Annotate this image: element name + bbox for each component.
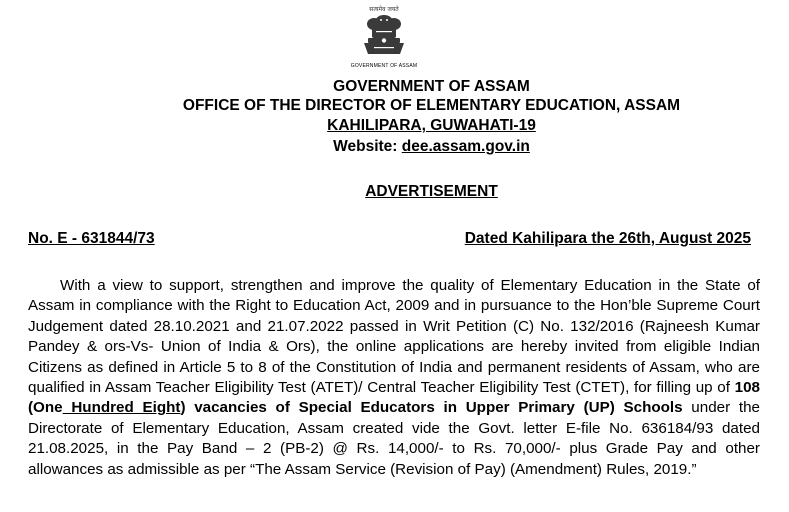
svg-text:सत्यमेव जयते: सत्यमेव जयते: [369, 6, 399, 13]
document-title: ADVERTISEMENT: [365, 183, 498, 200]
header-government: GOVERNMENT OF ASSAM: [333, 78, 530, 95]
header-address: KAHILIPARA, GUWAHATI-19: [327, 117, 536, 134]
advertisement-body: [28, 276, 760, 480]
header-office: OFFICE OF THE DIRECTOR OF ELEMENTARY EDUCATION, ASSAM: [182, 97, 681, 114]
body-text-1: With a view to support, strengthen and improve the quality of Elementary Education in the State of Assam in compliance with the Right to Education Act, 2009 and in pursuance to the Hon’ble Supreme Court Judgement dated 28.10.2021 and 21.07.2022 passed in Writ Petition (C) No. 132/2016 (Rajneesh Kumar Pandey & ors-Vs- Union of India & Ors), the online applications are hereby invited from eligible Indian Citizens as defined in Article 5 to 8 of the Constitution of India and permanent residents of Assam, who are qualified in Assam Teacher Eligibility Test (ATET)/ Central Teacher Eligibility Test (CTET), for filling up of: [28, 277, 760, 397]
body-text-2: under the Directorate of Elementary Education, Assam created vide the Govt. letter E-file No. 636184/93 dated 21.08.2025, in the Pay Band – 2 (PB-2) @ Rs. 14,000/- to Rs. 70,000/- plus Grade Pay and other allowances as admissible as per “The Assam Service (Revision of Pay) (Amendment) Rules, 2019.”: [28, 399, 760, 478]
reference-number: No. E - 631844/73: [28, 230, 155, 247]
website-label: Website:: [333, 138, 402, 155]
body-bold-underlined: Hundred Eight: [62, 399, 181, 417]
header-website: [37, 138, 789, 156]
date-line: Dated Kahilipara the 26th, August 2025: [464, 230, 751, 247]
body-bold-1: 108 (One: [28, 379, 760, 417]
body-bold-2: ) vacancies of Special Educators in Upper Primary (UP) Schools: [180, 399, 683, 417]
website-link[interactable]: dee.assam.gov.in: [401, 138, 530, 155]
emblem-caption: GOVERNMENT OF ASSAM: [350, 63, 418, 69]
